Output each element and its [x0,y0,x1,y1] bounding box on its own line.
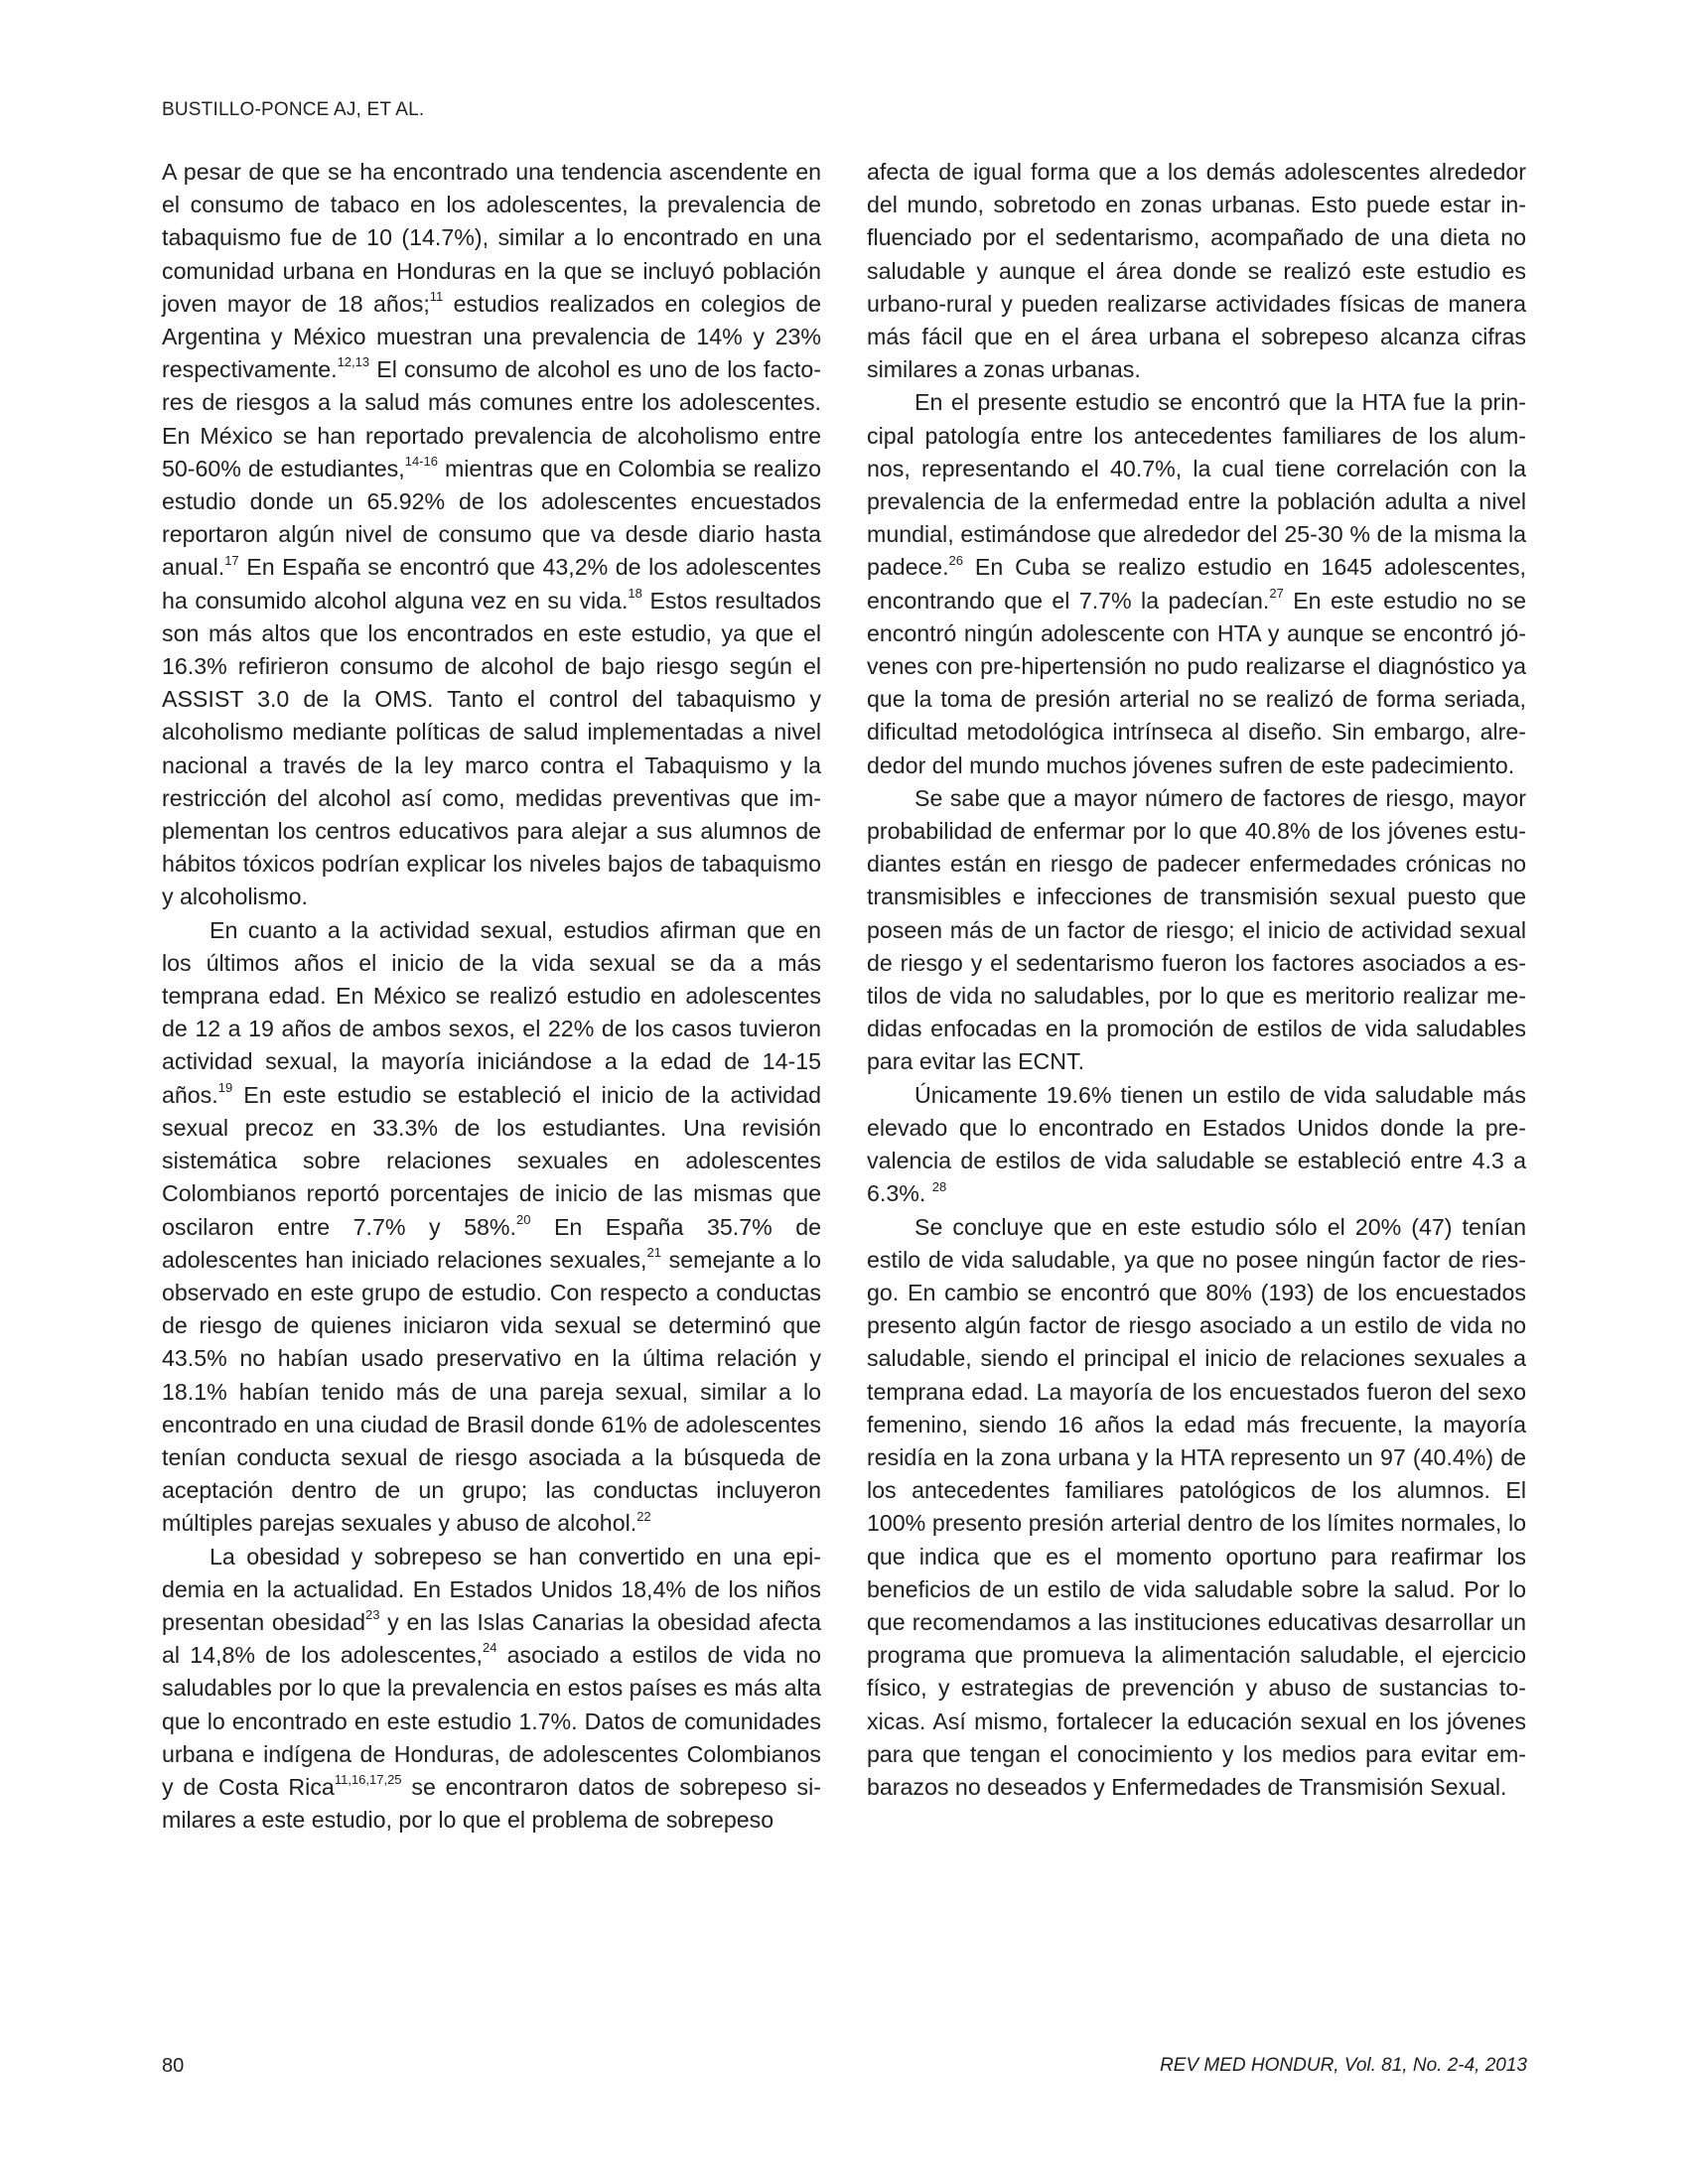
citation-superscript: 21 [646,1244,661,1260]
paragraph [867,1211,1526,1805]
journal-citation: REV MED HONDUR, Vol. 81, No. 2-4, 2013 [1160,2055,1527,2076]
text-run: La obesidad y sobrepeso se han convertido en una epidemia en la actualidad. En Estados Unidos 18,4% de los niños presentan obesidad [162,1543,821,1635]
citation-superscript: 11,16,17,25 [334,1772,402,1788]
citation-superscript: 28 [931,1178,947,1194]
text-run: mientras que en Colombia se realizo estudio donde un 65.92% de los adolescentes encuestados reportaron algún nivel de consumo que va desde diario hasta anual. [162,455,821,581]
left-column [162,156,821,1837]
paragraph [867,386,1526,781]
text-run: Se concluye que en este estudio sólo el 20% (47) tenían estilo de vida saludable, ya que no posee ningún factor de riesgo. En cambio se encontró que 80% (193) de los encuestados presento algún factor de riesgo asociado a un estilo de vida no saludable, siendo el principal el inicio de relaciones sexuales a temprana edad. La mayoría de los encuestados fueron del sexo femenino, siendo 16 años la edad más frecuente, la mayoría residía en la zona urbana y la HTA represento un 97 (40.4%) de los antecedentes familiares patológicos de los alumnos. El 100% presento presión arterial dentro de los límites normales, lo que indica que es el momento oportuno para reafirmar los beneficios de un estilo de vida saludable sobre la salud. Por lo que recomendamos a las instituciones educativas desarrollar un programa que promueva la alimentación saludable, el ejercicio físico, y estrategias de prevención y abuso de sustancias toxicas. Así mismo, fortalecer la educación sexual en los jóvenes para que tengan el conocimiento y los medios para evitar embarazos no deseados y Enfermedades de Transmisión Sexual. [867,1213,1526,1800]
citation-superscript: 23 [364,1607,380,1623]
text-run: y en las Islas Canarias la obesidad afecta al 14,8% de los adolescentes, [162,1608,821,1669]
citation-superscript: 19 [217,1079,233,1095]
paragraph [867,782,1526,1079]
citation-superscript: 26 [948,552,963,568]
paragraph [867,156,1526,386]
citation-superscript: 12,13 [337,354,370,370]
text-run: A pesar de que se ha encontrado una tendencia ascendente en el consumo de tabaco en los adolescentes, la prevalencia de tabaquismo fue de 10 (14.7%), similar a lo encontrado en una comunidad urbana en Honduras en la que se incluyó población joven mayor de 18 años; [162,159,821,317]
paragraph [162,156,821,914]
citation-superscript: 17 [224,552,239,568]
text-run: En el presente estudio se encontró que la HTA fue la principal patología entre los antecedentes familiares de los alumnos, representando el 40.7%, la cual tiene correlación con la prevalencia de la enfermedad entre la población adulta a nivel mundial, estimándose que alrededor del 25-30 % de la misma la padece. [867,389,1526,581]
citation-superscript: 18 [628,585,642,601]
right-column [867,156,1526,1804]
text-run: Estos resultados son más altos que los encontrados en este estudio, ya que el 16.3% refirieron consumo de alcohol de bajo riesgo según el ASSIST 3.0 de la OMS. Tanto el control del tabaquismo y alcoholismo mediante políticas de salud implementadas a nivel nacional a través de la ley marco contra el Tabaquismo y la restricción del alcohol así como, medidas preventivas que implementan los centros educativos para alejar a sus alumnos de hábitos tóxicos podrían explicar los niveles bajos de tabaquismo y alcoholismo. [162,587,821,910]
text-run: semejante a lo observado en este grupo de estudio. Con respecto a conductas de riesgo de quienes iniciaron vida sexual se determinó que 43.5% no habían usado preservativo en la última relación y 18.1% habían tenido más de una pareja sexual, similar a lo encontrado en una ciudad de Brasil donde 61% de adolescentes tenían conducta sexual de riesgo asociada a la búsqueda de aceptación dentro de un grupo; las conductas incluyeron múltiples parejas sexuales y abuso de alcohol. [162,1246,821,1537]
citation-superscript: 14-16 [404,454,438,470]
citation-superscript: 27 [1269,585,1284,601]
text-run: En este estudio no se encontró ningún adolescente con HTA y aunque se encontró jóvenes con pre-hipertensión no pudo realizarse el diagnóstico ya que la toma de presión arterial no se realizó de forma seriada, dificultad metodológica intrínseca al diseño. Sin embargo, alrededor del mundo muchos jóvenes sufren de este padecimiento. [867,587,1527,778]
text-run: Se sabe que a mayor número de factores de riesgo, mayor probabilidad de enfermar por lo que 40.8% de los jóvenes estudiantes están en riesgo de padecer enfermedades crónicas no transmisibles e infecciones de transmisión sexual puesto que poseen más de un factor de riesgo; el inicio de actividad sexual de riesgo y el sedentarismo fueron los factores asociados a estilos de vida no saludables, por lo que es meritorio realizar medidas enfocadas en la promoción de estilos de vida saludables para evitar las ECNT. [867,784,1526,1075]
text-run: afecta de igual forma que a los demás adolescentes alrededor del mundo, sobretodo en zonas urbanas. Esto puede estar influenciado por el sedentarismo, acompañado de una dieta no saludable y aunque el área donde se realizó este estudio es urbano-rural y pueden realizarse actividades físicas de manera más fácil que en el área urbana el sobrepeso alcanza cifras similares a zonas urbanas. [867,159,1526,383]
citation-superscript: 11 [429,289,444,305]
text-run: En España 35.7% de adolescentes han iniciado relaciones sexuales, [162,1213,821,1273]
text-run: En España se encontró que 43,2% de los adolescentes ha consumido alcohol alguna vez en su vida. [162,554,821,614]
text-run: Únicamente 19.6% tienen un estilo de vida saludable más elevado que lo encontrado en Estados Unidos donde la prevalencia de estilos de vida saludable se estableció entre 4.3 a 6.3%. [867,1081,1526,1207]
text-run: En este estudio se estableció el inicio de la actividad sexual precoz en 33.3% de los estudiantes. Una revisión sistemática sobre relaciones sexuales en adolescentes Colombianos reportó porcentajes de inicio de las mismas que oscilaron entre 7.7% y 58%. [162,1081,821,1240]
paragraph [162,914,821,1541]
text-run: En Cuba se realizo estudio en 1645 adolescentes, encontrando que el 7.7% la padecían. [867,554,1526,614]
paragraph [867,1079,1526,1211]
citation-superscript: 24 [482,1640,497,1656]
text-run: El consumo de alcohol es uno de los factores de riesgos a la salud más comunes entre los adolescentes. En México se han reportado prevalencia de alcoholismo entre 50-60% de estudiantes, [162,356,821,481]
running-head: BUSTILLO-PONCE AJ, ET AL. [162,99,425,120]
text-run: estudios realizados en colegios de Argentina y México muestran una prevalencia de 14% y 23% respectivamente. [162,290,821,383]
citation-superscript: 20 [515,1211,531,1227]
text-run: En cuanto a la actividad sexual, estudios afirman que en los últimos años el inicio de la vida sexual se da a más temprana edad. En México se realizó estudio en adolescentes de 12 a 19 años de ambos sexos, el 22% de los casos tuvieron actividad sexual, la mayoría iniciándose a la edad de 14-15 años. [162,916,821,1108]
page-number: 80 [162,2055,185,2077]
paragraph [162,1541,821,1838]
text-run: se encontraron datos de sobrepeso similares a este estudio, por lo que el problema de sobrepeso [162,1773,822,1834]
citation-superscript: 22 [636,1508,651,1524]
text-run: asociado a estilos de vida no saludables por lo que la prevalencia en estos países es más alta que lo encontrado en este estudio 1.7%. Datos de comunidades urbana e indígena de Honduras, de adolescentes Colombianos y de Costa Rica [162,1642,821,1800]
